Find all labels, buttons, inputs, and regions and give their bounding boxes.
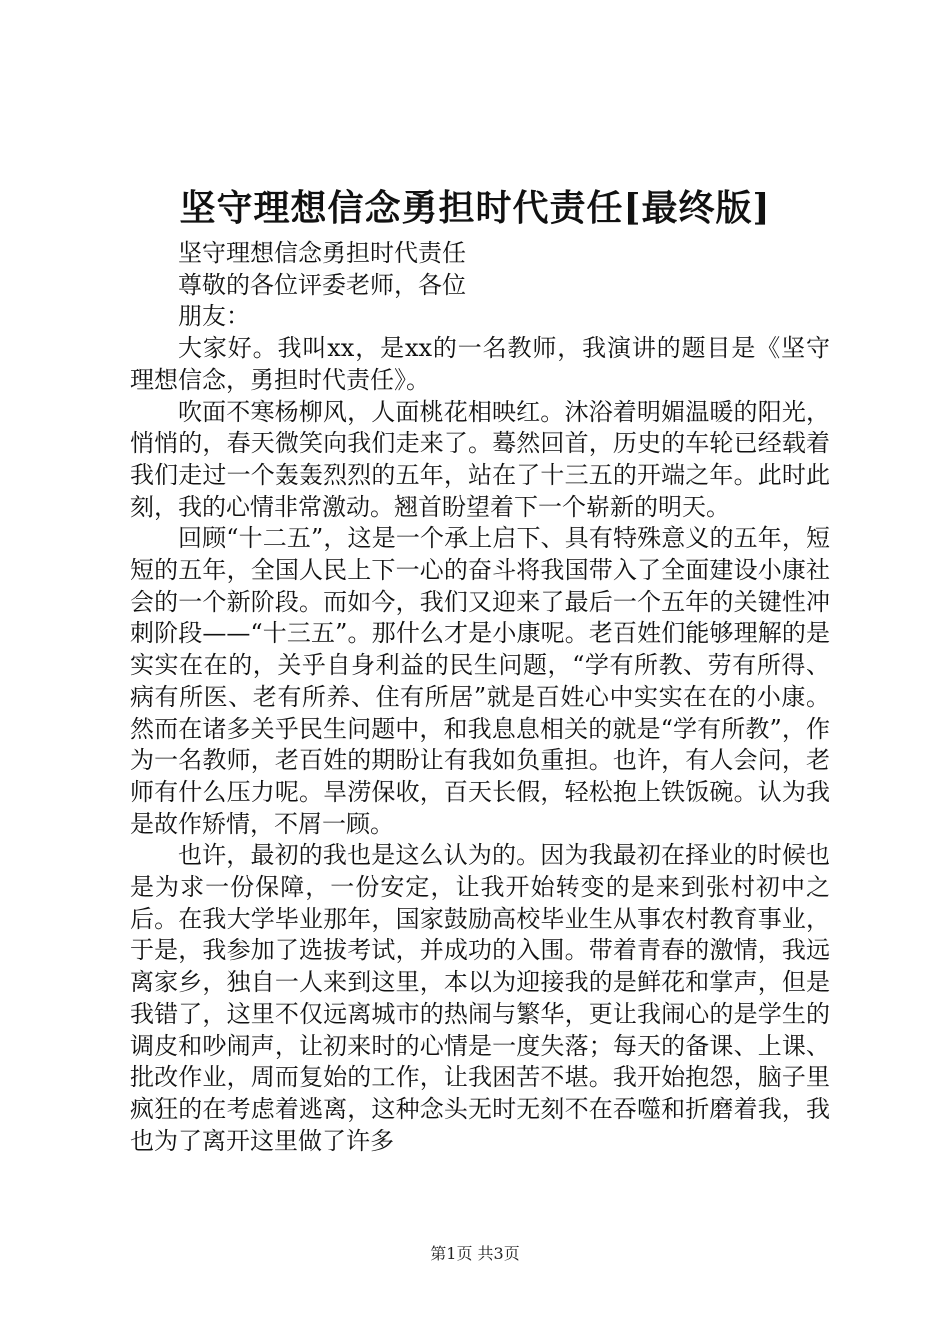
paragraph: 大家好。我叫xx，是xx的一名教师，我演讲的题目是《坚守理想信念，勇担时代责任》。 [130,334,830,394]
document-body [130,238,830,1157]
paragraph-subtitle: 坚守理想信念勇担时代责任 [178,239,466,267]
paragraph-salutation-cont: 朋友： [178,302,250,331]
paragraph: 回顾“十二五”，这是一个承上启下、具有特殊意义的五年，短短的五年，全国人民上下一心的奋斗将我国带入了全面建设小康社会的一个新阶段。而如今，我们又迎来了最后一个五年的关键性冲刺阶段——“十三五”。那什么才是小康呢。老百姓们能够理解的是实实在在的，关乎自身利益的民生问题，“学有所教、劳有所得、病有所医、老有所养、住有所居”就是百姓心中实实在在的小康。然而在诸多关乎民生问题中，和我息息相关的就是“学有所教”，作为一名教师，老百姓的期盼让有我如负重担。也许，有人会问，老师有什么压力呢。旱涝保收，百天长假，轻松抱上铁饭碗。认为我是故作矫情，不屑一顾。 [130,524,830,838]
document-title: 坚守理想信念勇担时代责任[最终版] [179,187,771,229]
paragraph-salutation: 尊敬的各位评委老师，各位 [178,270,466,299]
paragraph: 也许，最初的我也是这么认为的。因为我最初在择业的时候也是为求一份保障，一份安定，让我开始转变的是来到张村初中之后。在我大学毕业那年，国家鼓励高校毕业生从事农村教育事业，于是，我参加了选拔考试，并成功的入围。带着青春的激情，我远离家乡，独自一人来到这里，本以为迎接我的是鲜花和掌声，但是我错了，这里不仅远离城市的热闹与繁华，更让我闹心的是学生的调皮和吵闹声，让初来时的心情是一度失落；每天的备课、上课、批改作业，周而复始的工作，让我困苦不堪。我开始抱怨，脑子里疯狂的在考虑着逃离，这种念头无时无刻不在吞噬和折磨着我，我也为了离开这里做了许多 [130,841,830,1155]
paragraph: 吹面不寒杨柳风，人面桃花相映红。沐浴着明媚温暖的阳光，悄悄的，春天微笑向我们走来了。蓦然回首，历史的车轮已经载着我们走过一个轰轰烈烈的五年，站在了十三五的开端之年。此时此刻，我的心情非常激动。翘首盼望着下一个崭新的明天。 [130,397,830,521]
page-footer: 第1页 共3页 [430,1244,520,1263]
